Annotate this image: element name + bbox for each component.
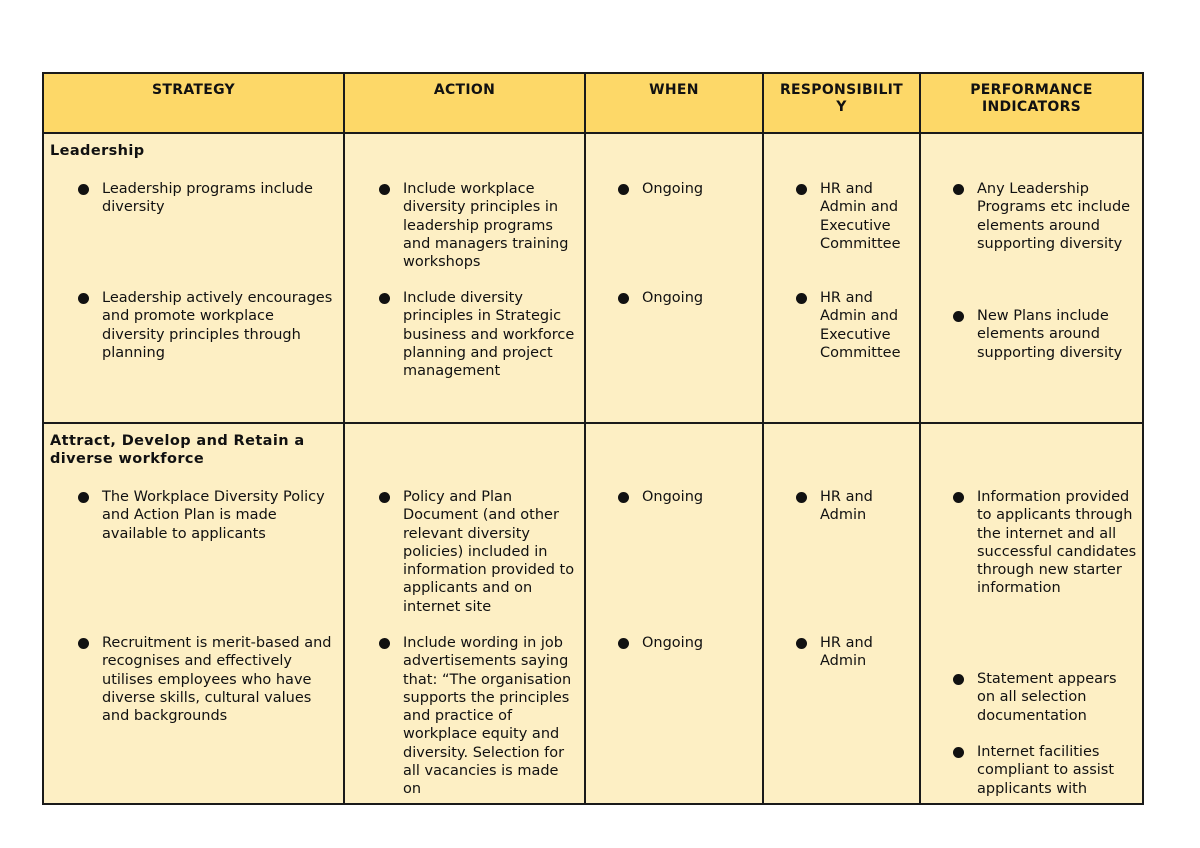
leadership-strategy-cell [43,133,344,423]
list-item [618,289,758,307]
strategy-table-sheet [42,72,1144,805]
bullet-icon [953,184,964,195]
list-item-text: Information provided to applicants through the internet and all successful candidates through new starter information [977,489,1137,597]
bullet-icon [78,184,89,195]
list-item [618,180,758,198]
list-item [379,634,580,799]
header-performance-indicators [920,73,1143,133]
header-when [585,73,763,133]
list-item-text: HR and Admin and Executive Committee [820,181,901,252]
list-item-text: HR and Admin and Executive Committee [820,290,901,361]
header-when-label: WHEN [649,82,699,98]
list-item-text: Ongoing [642,635,704,651]
list-item-text: HR and Admin [820,635,873,670]
list-item [953,670,1138,725]
list-item-text: Leadership programs include diversity [102,181,313,216]
leadership-performance-cell [920,133,1143,423]
bullet-icon [953,747,964,758]
bullet-icon [618,293,629,304]
header-action-label: ACTION [433,82,496,98]
section-title-attract: Attract, Develop and Retain a diverse workforce [50,433,305,468]
list-item [953,743,1138,798]
attract-action-cell [344,423,585,804]
bullet-icon [379,638,390,649]
list-item [796,180,915,253]
list-item [796,289,915,362]
list-item-text: New Plans include elements around supporting diversity [977,308,1123,361]
list-item-text: Leadership actively encourages and promote workplace diversity principles through planning [102,290,333,361]
header-action [344,73,585,133]
list-item-text: Include wording in job advertisements saying that: “The organisation supports the principles and practice of workplace equity and diversity. Selection for all vacancies is made on [403,635,572,798]
list-item-text: Ongoing [642,181,704,197]
list-item-text: Policy and Plan Document (and other relevant diversity policies) included in information provided to applicants and on internet site [403,489,575,615]
attract-strategy-cell [43,423,344,804]
leadership-when-cell [585,133,763,423]
attract-responsibility-cell [763,423,920,804]
bullet-icon [953,674,964,685]
header-responsibility-line1: RESPONSIBILIT [779,82,904,98]
bullet-icon [78,293,89,304]
bullet-icon [78,638,89,649]
list-item-text: Ongoing [642,489,704,505]
list-item [379,289,580,380]
leadership-action-cell [344,133,585,423]
list-item [78,488,339,543]
header-responsibility-line2: Y [836,99,847,115]
list-item [618,488,758,506]
attract-develop-retain-row [43,423,1143,804]
list-item [796,634,915,671]
list-item [953,307,1138,362]
list-item [78,634,339,725]
leadership-row [43,133,1143,423]
bullet-icon [379,184,390,195]
list-item [78,289,339,362]
bullet-icon [796,293,807,304]
bullet-icon [953,311,964,322]
bullet-icon [379,293,390,304]
list-item [78,180,339,217]
list-item-text: Recruitment is merit-based and recognises and effectively utilises employees who have diverse skills, cultural values and backgrounds [102,635,332,725]
attract-when-cell [585,423,763,804]
diversity-strategy-table [42,72,1144,805]
list-item-text: Any Leadership Programs etc include elements around supporting diversity [977,181,1131,252]
bullet-icon [796,638,807,649]
list-item-text: Internet facilities compliant to assist applicants with [977,744,1115,797]
list-item-text: Statement appears on all selection documentation [977,671,1117,724]
list-item [953,180,1138,253]
list-item-text: HR and Admin [820,489,873,524]
list-item [953,488,1138,598]
list-item-text: Include workplace diversity principles in leadership programs and managers training workshops [403,181,569,271]
list-item [379,180,580,271]
header-strategy-label: STRATEGY [152,82,235,98]
bullet-icon [796,184,807,195]
section-title-leadership: Leadership [50,143,145,159]
bullet-icon [78,492,89,503]
bullet-icon [379,492,390,503]
list-item-text: Include diversity principles in Strategic business and workforce planning and project management [403,290,575,380]
list-item [618,634,758,652]
header-performance-line1: PERFORMANCE [970,82,1093,98]
bullet-icon [953,492,964,503]
header-responsibility [763,73,920,133]
header-performance-line2: INDICATORS [981,99,1082,115]
list-item [796,488,915,525]
bullet-icon [618,184,629,195]
bullet-icon [618,638,629,649]
leadership-responsibility-cell [763,133,920,423]
attract-performance-cell [920,423,1143,804]
bullet-icon [618,492,629,503]
header-strategy [43,73,344,133]
header-row [43,73,1143,133]
list-item-text: The Workplace Diversity Policy and Action Plan is made available to applicants [102,489,325,542]
list-item-text: Ongoing [642,290,704,306]
list-item [379,488,580,616]
bullet-icon [796,492,807,503]
